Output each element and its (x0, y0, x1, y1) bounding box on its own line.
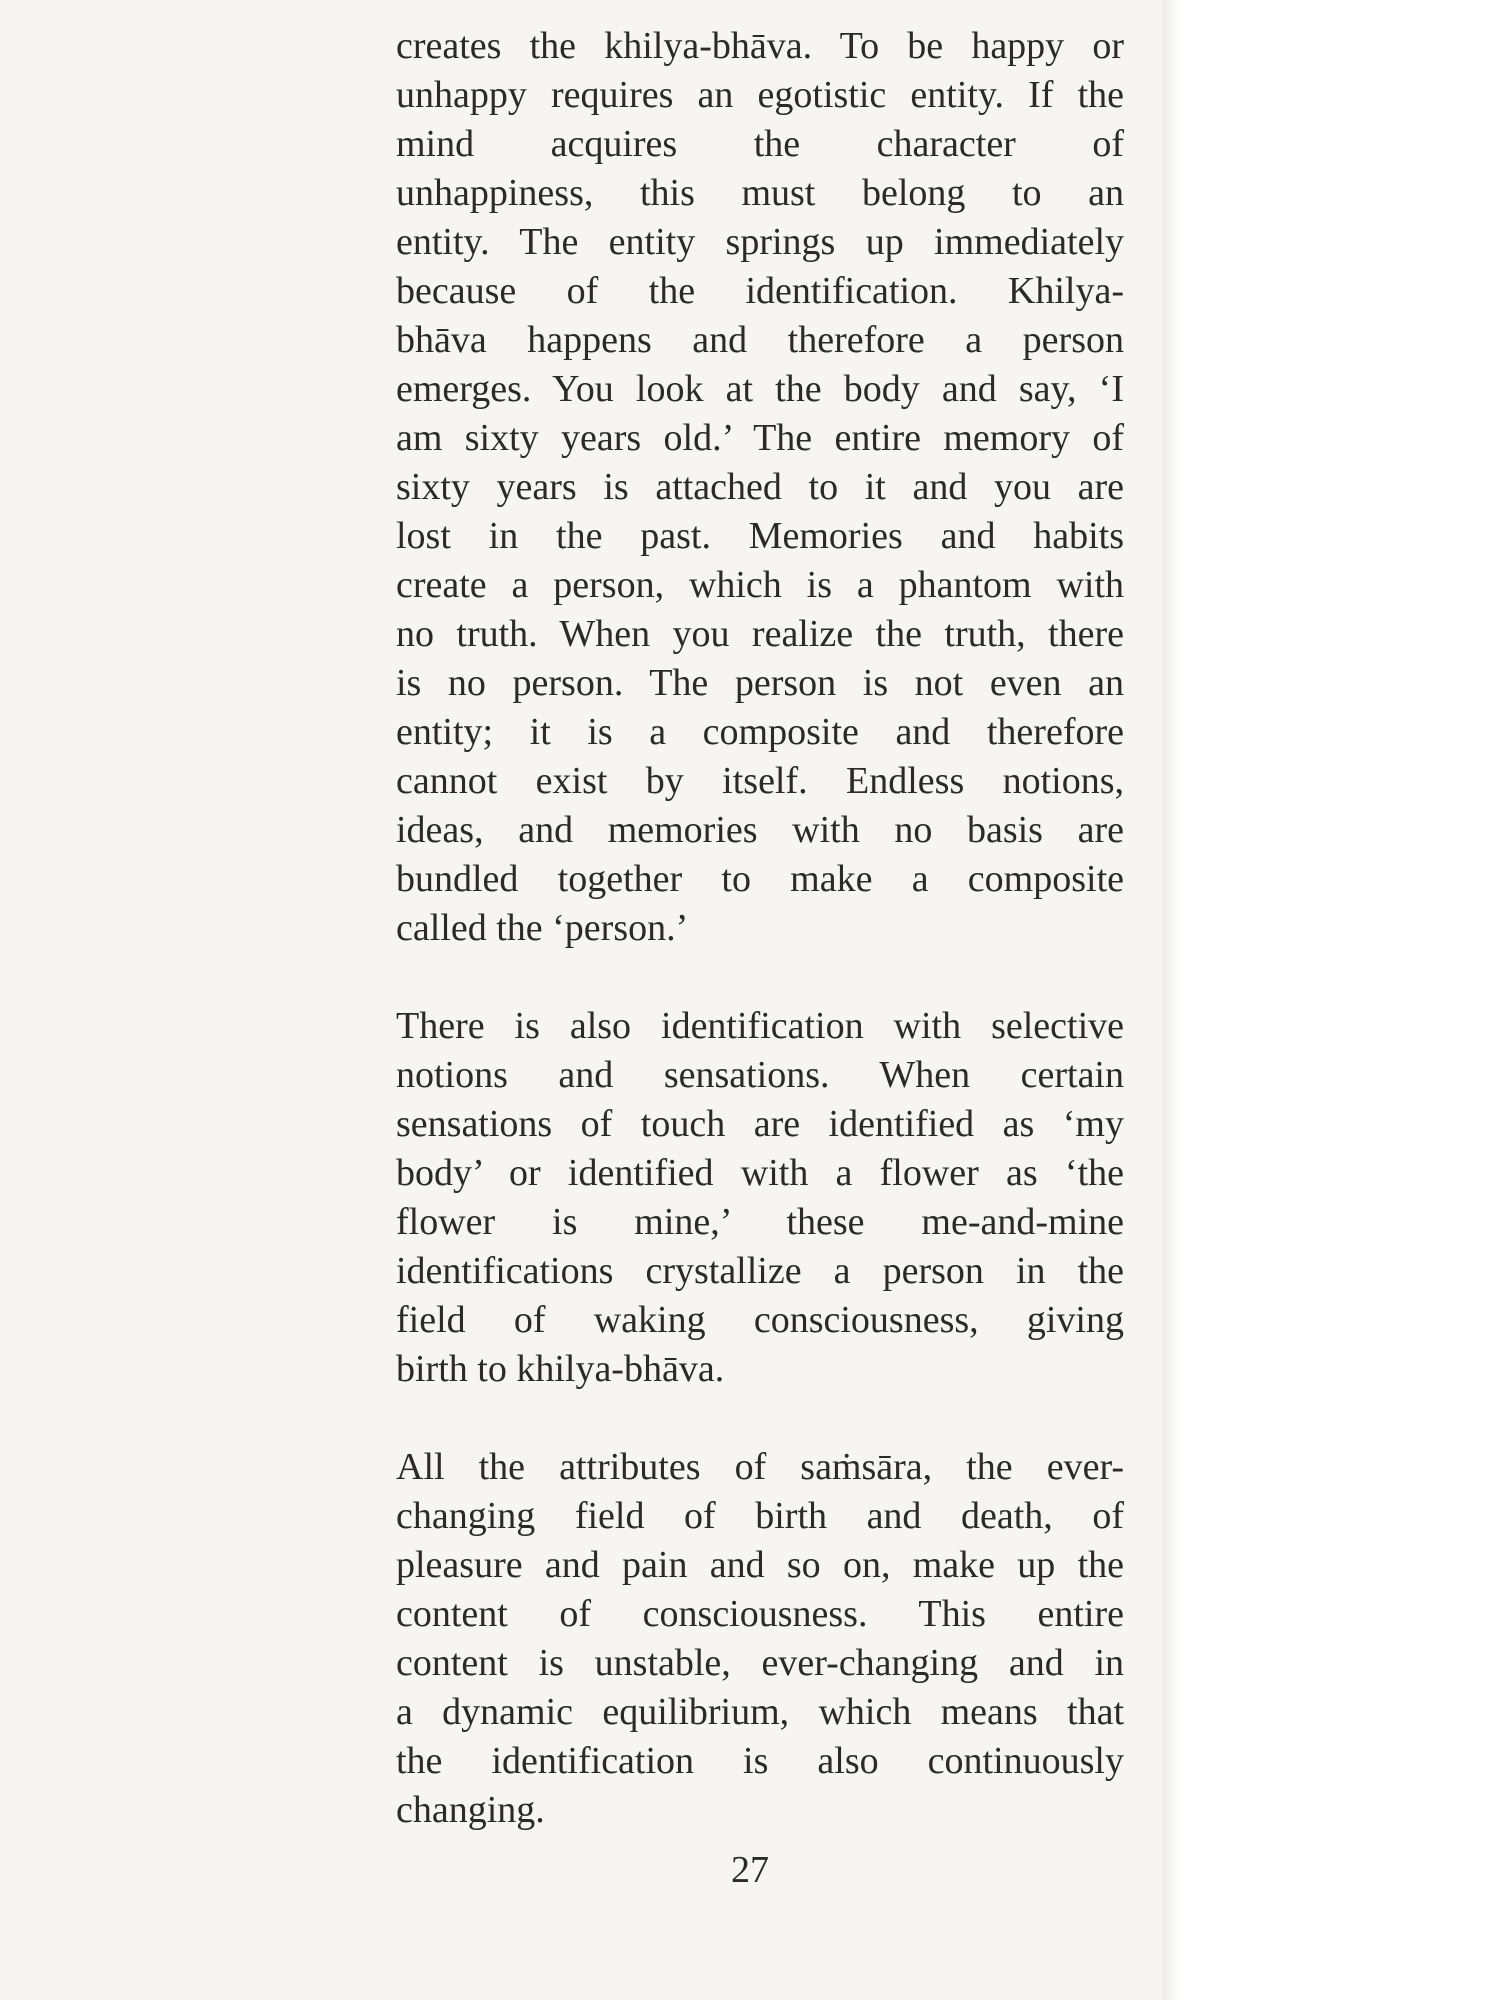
paragraph-1-line-12: create a person, which is a phantom with (396, 564, 1124, 606)
paragraph-3-line-8: changing. (396, 1789, 545, 1831)
paragraph-3-line-3: pleasure and pain and so on, make up the (396, 1544, 1124, 1586)
paragraph-1-line-4: unhappiness, this must belong to an (396, 172, 1124, 214)
paragraph-1-line-19: called the ‘person.’ (396, 907, 689, 949)
paragraph-1-line-6: because of the identification. Khilya- (396, 270, 1124, 312)
paragraph-2-line-6: identifications crystallize a person in the (396, 1250, 1124, 1292)
paragraph-1-line-13: no truth. When you realize the truth, there (396, 613, 1124, 655)
paragraph-gap (396, 1394, 1124, 1443)
paragraph-2-line-2: notions and sensations. When certain (396, 1054, 1124, 1096)
paragraph-1-line-16: cannot exist by itself. Endless notions, (396, 760, 1124, 802)
paragraph-1-line-10: sixty years is attached to it and you are (396, 466, 1124, 508)
paragraph-3-line-7: the identification is also continuously (396, 1740, 1124, 1782)
paragraph-3-line-1: All the attributes of saṁsāra, the ever- (396, 1446, 1124, 1488)
paper-edge (1162, 0, 1180, 2000)
paragraph-2-line-4: body’ or identified with a flower as ‘the (396, 1152, 1124, 1194)
paragraph-3-line-5: content is unstable, ever-changing and in (396, 1642, 1124, 1684)
paragraph-2-line-7: field of waking consciousness, giving (396, 1299, 1124, 1341)
paragraph-2-line-8: birth to khilya-bhāva. (396, 1348, 725, 1390)
paragraph-1-line-9: am sixty years old.’ The entire memory of (396, 417, 1124, 459)
paragraph-1-line-15: entity; it is a composite and therefore (396, 711, 1124, 753)
paragraph-1-line-11: lost in the past. Memories and habits (396, 515, 1124, 557)
paragraph-1-line-8: emerges. You look at the body and say, ‘I (396, 368, 1124, 410)
paragraph-1-line-14: is no person. The person is not even an (396, 662, 1124, 704)
page-number: 27 (731, 1849, 769, 1891)
paragraph-3-line-2: changing field of birth and death, of (396, 1495, 1124, 1537)
paragraph-2-line-1: There is also identification with selective (396, 1005, 1124, 1047)
paragraph-1-line-18: bundled together to make a composite (396, 858, 1124, 900)
paragraph-1-line-5: entity. The entity springs up immediately (396, 221, 1124, 263)
paragraph-1-line-1: creates the khilya-bhāva. To be happy or (396, 25, 1124, 67)
body-text (396, 22, 1124, 1835)
paragraph-3-line-4: content of consciousness. This entire (396, 1593, 1124, 1635)
paragraph-gap (396, 953, 1124, 1002)
paragraph-1-line-2: unhappy requires an egotistic entity. If the (396, 74, 1124, 116)
paragraph-3-line-6: a dynamic equilibrium, which means that (396, 1691, 1124, 1733)
paragraph-1-line-17: ideas, and memories with no basis are (396, 809, 1124, 851)
paragraph-2-line-3: sensations of touch are identified as ‘my (396, 1103, 1124, 1145)
paragraph-1-line-3: mind acquires the character of (396, 123, 1124, 165)
paragraph-1-line-7: bhāva happens and therefore a person (396, 319, 1124, 361)
paragraph-2-line-5: flower is mine,’ these me-and-mine (396, 1201, 1124, 1243)
